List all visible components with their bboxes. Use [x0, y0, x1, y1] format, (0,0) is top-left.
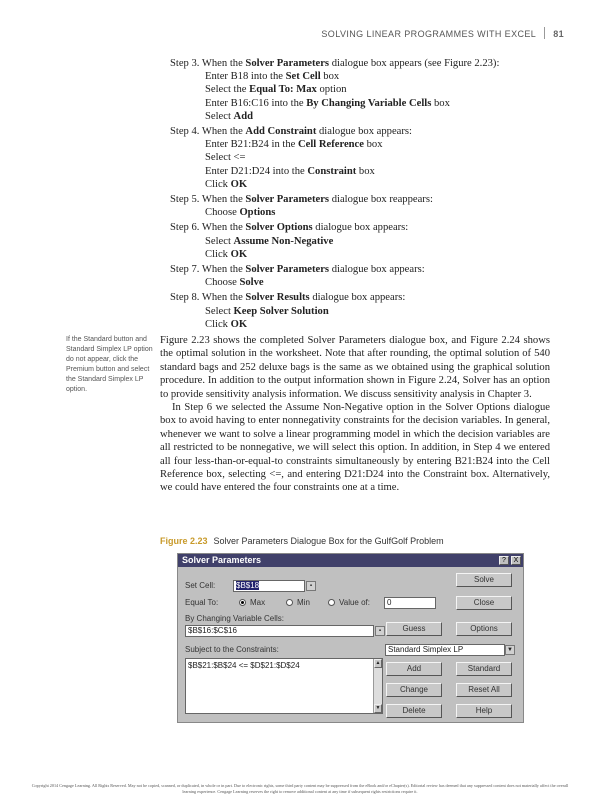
step-4-line-4: Click OK — [205, 178, 248, 190]
constraints-scrollbar[interactable] — [373, 659, 382, 713]
step-6-line-1: Select Assume Non-Negative — [205, 235, 334, 247]
max-radio[interactable] — [239, 599, 246, 606]
min-radio-label: Min — [297, 598, 310, 607]
constraints-label: Subject to the Constraints: — [185, 645, 279, 654]
options-button[interactable]: Options — [456, 622, 512, 636]
set-cell-label: Set Cell: — [185, 581, 216, 590]
figure-number: Figure 2.23 — [160, 536, 208, 546]
step-8-heading: Step 8. When the Solver Results dialogue box appears: — [170, 292, 406, 304]
copyright-footer: Copyright 2014 Cengage Learning. All Rights Reserved. May not be copied, scanned, or duplicated, in whole or in part. Due to electronic rights, some third party content may be suppressed from the eBook and/or eChapter(s). Editorial review has deemed that any suppressed content does not materially affect the overall learning experience. Cengage Learning reserves the right to remove additional content at any time if subsequent rights restrictions require it. — [31, 783, 569, 794]
step-6-line-2: Click OK — [205, 248, 248, 260]
changing-cells-collapse-icon[interactable]: ▪ — [375, 626, 385, 636]
set-cell-collapse-icon[interactable]: ▪ — [306, 581, 316, 591]
step-5-heading: Step 5. When the Solver Parameters dialogue box reappears: — [170, 194, 433, 206]
add-button[interactable]: Add — [386, 662, 442, 676]
dialog-title: Solver Parameters — [182, 555, 262, 565]
step-4-line-2: Select <= — [205, 152, 246, 164]
standard-button[interactable]: Standard — [456, 662, 512, 676]
step-3 — [170, 57, 570, 123]
step-4-heading: Step 4. When the Add Constraint dialogue box appears: — [170, 126, 412, 138]
value-of-input[interactable]: 0 — [384, 597, 436, 609]
step-3-line-2: Select the Equal To: Max option — [205, 84, 347, 96]
paragraph-1: Figure 2.23 shows the completed Solver Parameters dialogue box, and Figure 2.24 shows the optimal solution in the worksheet. Note that after rounding, the optimal solution of 540 standard bags and 252 deluxe bags is the same as we obtained using the graphical solution procedure. In addition to the output information shown in Figure 2.24, Solver has an option to provide sensitivity analysis information. We discuss sensitivity analysis in Chapter 3. — [160, 335, 550, 400]
chevron-down-icon[interactable]: ▼ — [505, 645, 515, 655]
step-3-heading: Step 3. When the Solver Parameters dialogue box appears (see Figure 2.23): — [170, 58, 500, 69]
set-cell-input[interactable]: $B$18 — [233, 580, 305, 592]
max-radio-label: Max — [250, 598, 266, 607]
running-header — [321, 27, 564, 39]
change-button[interactable]: Change — [386, 683, 442, 697]
step-3-line-4: Select Add — [205, 110, 253, 122]
help-title-button[interactable]: ? — [499, 556, 509, 565]
solver-parameters-dialog — [177, 553, 524, 723]
solve-button[interactable]: Solve — [456, 573, 512, 587]
solver-steps — [170, 57, 570, 333]
margin-note: If the Standard button and Standard Simplex LP option do not appear, click the Premium button and select the Standard Simplex LP option. — [66, 336, 153, 393]
solving-method-select[interactable]: Standard Simplex LP — [385, 644, 505, 656]
step-3-line-1: Enter B18 into the Set Cell box — [205, 71, 340, 83]
step-7-line-1: Choose Solve — [205, 277, 264, 289]
constraint-item[interactable]: $B$21:$B$24 <= $D$21:$D$24 — [188, 661, 300, 670]
paragraph-2: In Step 6 we selected the Assume Non-Negative option in the Solver Options dialogue box to avoid having to enter nonnegativity constraints for the decision variables. In general, whenever we want to solve a linear programming model in which the decision variables are all restricted to be nonnegative, we will select this option. In addition, in Step 4 we entered all four less-than-or-equal-to constraints simultaneously by entering B21:B24 into the Cell Reference box, selecting <=, and entering D21:D24 into the Constraint box. Alternatively, we could have entered the four constraints one at a time. — [160, 402, 550, 494]
step-6 — [170, 221, 570, 261]
scroll-down-icon[interactable]: ▼ — [375, 705, 381, 711]
step-3-line-3: Enter B16:C16 into the By Changing Variable Cells box — [205, 97, 450, 109]
step-5-line-1: Choose Options — [205, 207, 276, 219]
value-of-radio[interactable] — [328, 599, 335, 606]
figure-caption — [160, 536, 444, 546]
scroll-up-icon[interactable]: ▲ — [375, 660, 381, 666]
running-title: SOLVING LINEAR PROGRAMMES WITH EXCEL — [321, 29, 537, 39]
figure-title: Solver Parameters Dialogue Box for the GulfGolf Problem — [213, 536, 444, 546]
step-7-heading: Step 7. When the Solver Parameters dialogue box appears: — [170, 264, 425, 276]
guess-button[interactable]: Guess — [386, 622, 442, 636]
close-button[interactable]: Close — [456, 596, 512, 610]
body-text — [160, 334, 550, 495]
min-radio[interactable] — [286, 599, 293, 606]
step-8-line-2: Click OK — [205, 318, 248, 330]
help-button[interactable]: Help — [456, 704, 512, 718]
step-5 — [170, 193, 570, 219]
step-7 — [170, 263, 570, 289]
step-8 — [170, 291, 570, 331]
step-4 — [170, 125, 570, 191]
reset-all-button[interactable]: Reset All — [456, 683, 512, 697]
step-4-line-1: Enter B21:B24 in the Cell Reference box — [205, 139, 383, 151]
step-6-heading: Step 6. When the Solver Options dialogue box appears: — [170, 222, 409, 234]
changing-cells-input[interactable]: $B$16:$C$16 — [185, 625, 374, 637]
equal-to-label: Equal To: — [185, 598, 219, 607]
dialog-titlebar — [178, 554, 523, 567]
changing-cells-label: By Changing Variable Cells: — [185, 614, 285, 623]
value-of-radio-label: Value of: — [339, 598, 370, 607]
constraints-list[interactable] — [185, 658, 383, 714]
delete-button[interactable]: Delete — [386, 704, 442, 718]
header-divider — [544, 27, 545, 39]
close-title-button[interactable]: X — [511, 556, 521, 565]
step-8-line-1: Select Keep Solver Solution — [205, 305, 329, 317]
step-4-line-3: Enter D21:D24 into the Constraint box — [205, 165, 375, 177]
page-number: 81 — [553, 29, 564, 39]
